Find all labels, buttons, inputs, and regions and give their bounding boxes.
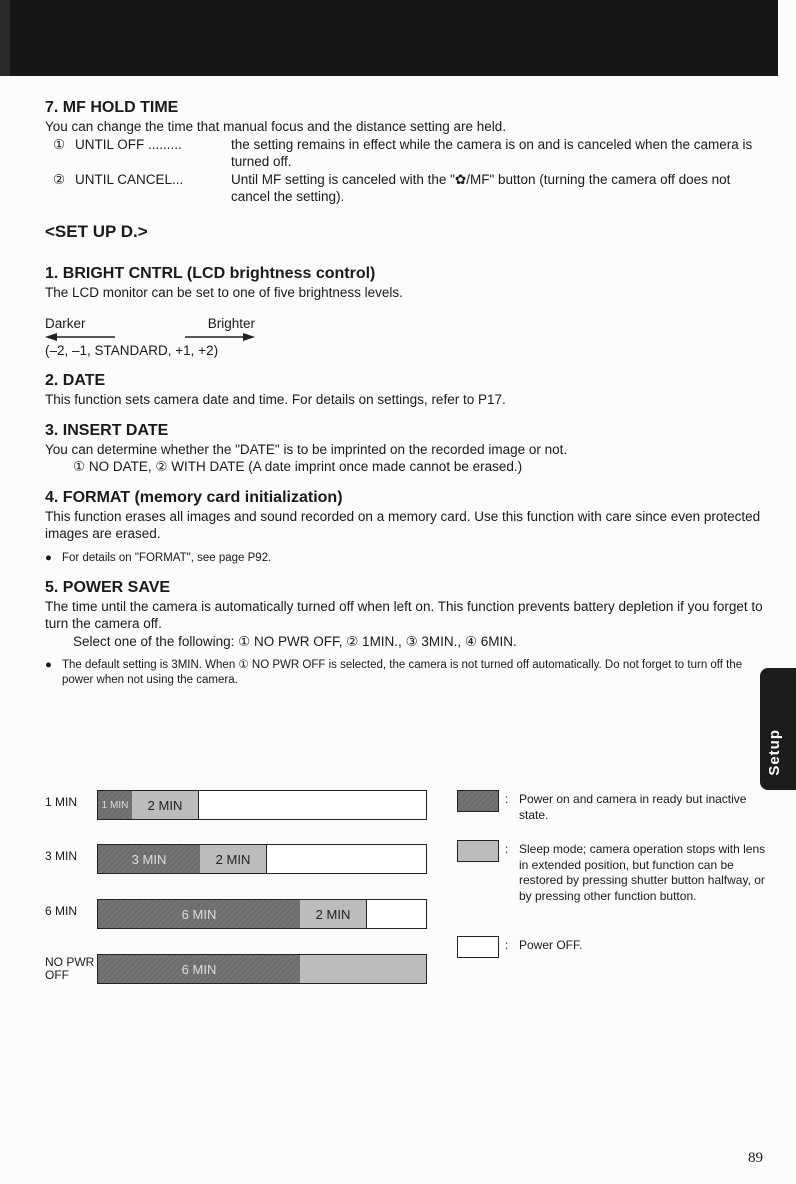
mf-hold-intro: You can change the time that manual focus and the distance setting are held. — [45, 119, 507, 134]
header-band-edge — [0, 0, 10, 76]
section-side-tab — [760, 668, 796, 790]
row-label: 6 MIN — [45, 904, 78, 918]
legend-ready-text: Power on and camera in ready but inactive state. — [519, 792, 747, 822]
sleep-segment: 2 MIN — [200, 845, 267, 873]
side-tab-label: Setup — [766, 729, 783, 776]
legend-swatch-dark — [457, 790, 499, 812]
ready-segment: 3 MIN — [98, 845, 200, 873]
sleep-segment: 2 MIN — [132, 791, 199, 819]
timeline-bar — [97, 790, 427, 820]
format-note — [45, 551, 765, 566]
option-key: UNTIL OFF ......... — [75, 136, 182, 152]
legend-sleep-text: Sleep mode; camera operation stops with lens in extended position, but function can be restored by pressing shutter button halfway, or by pressing other function button. — [519, 842, 766, 903]
timeline-bar — [97, 899, 427, 929]
brighter-label: Brighter — [207, 316, 255, 331]
legend-off-text: Power OFF. — [519, 938, 583, 952]
row-label: 1 MIN — [45, 795, 78, 809]
format-title: 4. FORMAT (memory card initialization) — [45, 488, 343, 506]
header-band — [0, 0, 778, 76]
power-select: Select one of the following: ① NO PWR OFF, ② 1MIN., ③ 3MIN., ④ 6MIN. — [73, 633, 517, 649]
option-desc: the setting remains in effect while the camera is on and is canceled when the camera is turned off. — [231, 136, 753, 169]
insert-title: 3. INSERT DATE — [45, 421, 169, 439]
section-date — [45, 371, 765, 409]
legend-colon: : — [505, 842, 509, 856]
mf-hold-option-2 — [45, 171, 765, 206]
power-note — [45, 658, 765, 688]
insert-options: ① NO DATE, ② WITH DATE (A date imprint once made cannot be erased.) — [73, 459, 523, 474]
setup-heading: <SET UP D.> — [45, 221, 148, 241]
section-mf-hold-time — [45, 98, 765, 206]
brightness-arrows-icon — [45, 332, 255, 342]
bullet-icon: ● — [45, 551, 52, 564]
legend-colon: : — [505, 792, 509, 806]
section-format — [45, 488, 765, 566]
option-key: UNTIL CANCEL... — [75, 171, 184, 187]
bullet-icon: ● — [45, 659, 52, 671]
bright-title: 1. BRIGHT CNTRL (LCD brightness control) — [45, 264, 376, 282]
section-insert-date — [45, 421, 765, 476]
date-title: 2. DATE — [45, 372, 106, 389]
row-label: NO PWR OFF — [45, 955, 95, 982]
power-title: 5. POWER SAVE — [45, 578, 171, 596]
mf-hold-title: 7. MF HOLD TIME — [45, 99, 179, 116]
diagram-row-no-pwr-off — [45, 954, 445, 984]
sleep-segment — [300, 955, 426, 983]
brightness-scale — [45, 315, 765, 359]
option-desc: Until MF setting is canceled with the "✿/MF" button (turning the camera off does not cancel the setting). — [231, 171, 731, 204]
sleep-segment: 2 MIN — [300, 900, 367, 928]
bright-text: The LCD monitor can be set to one of five brightness levels. — [45, 284, 403, 300]
format-text: This function erases all images and sound recorded on a memory card. Use this function with care since even protected images are erased. — [45, 508, 761, 541]
section-power-save — [45, 578, 765, 689]
insert-text: You can determine whether the "DATE" is to be imprinted on the recorded image or not. — [45, 441, 568, 457]
brightness-levels: (–2, –1, STANDARD, +1, +2) — [45, 343, 219, 358]
timeline-bar — [97, 844, 427, 874]
timeline-bar — [97, 954, 427, 984]
diagram-row-3min — [45, 844, 445, 874]
ready-segment: 6 MIN — [98, 955, 300, 983]
legend-colon: : — [505, 938, 509, 952]
mf-hold-option-1 — [45, 136, 765, 171]
option-number: ② — [53, 171, 66, 187]
option-number: ① — [53, 136, 66, 152]
section-bright-cntrl — [45, 264, 765, 360]
diagram-row-6min — [45, 899, 445, 929]
ready-segment: 1 MIN — [98, 791, 132, 819]
format-note-text: For details on "FORMAT", see page P92. — [62, 551, 272, 564]
legend-swatch-light — [457, 840, 499, 862]
legend-swatch-white — [457, 936, 499, 958]
ready-segment: 6 MIN — [98, 900, 300, 928]
page-content — [45, 98, 765, 700]
darker-label: Darker — [45, 316, 86, 331]
date-text: This function sets camera date and time. For details on settings, refer to P17. — [45, 392, 506, 407]
diagram-row-1min — [45, 790, 445, 820]
row-label: 3 MIN — [45, 849, 78, 863]
power-note-text: The default setting is 3MIN. When ① NO PWR OFF is selected, the camera is not turned off automatically. Do not forget to turn off the power when not using the camera. — [62, 659, 743, 686]
page-number: 89 — [748, 1150, 763, 1166]
power-text: The time until the camera is automatically turned off when left on. This function prevents battery depletion if you forget to turn the camera off. — [45, 598, 763, 631]
power-save-diagram — [45, 788, 765, 988]
